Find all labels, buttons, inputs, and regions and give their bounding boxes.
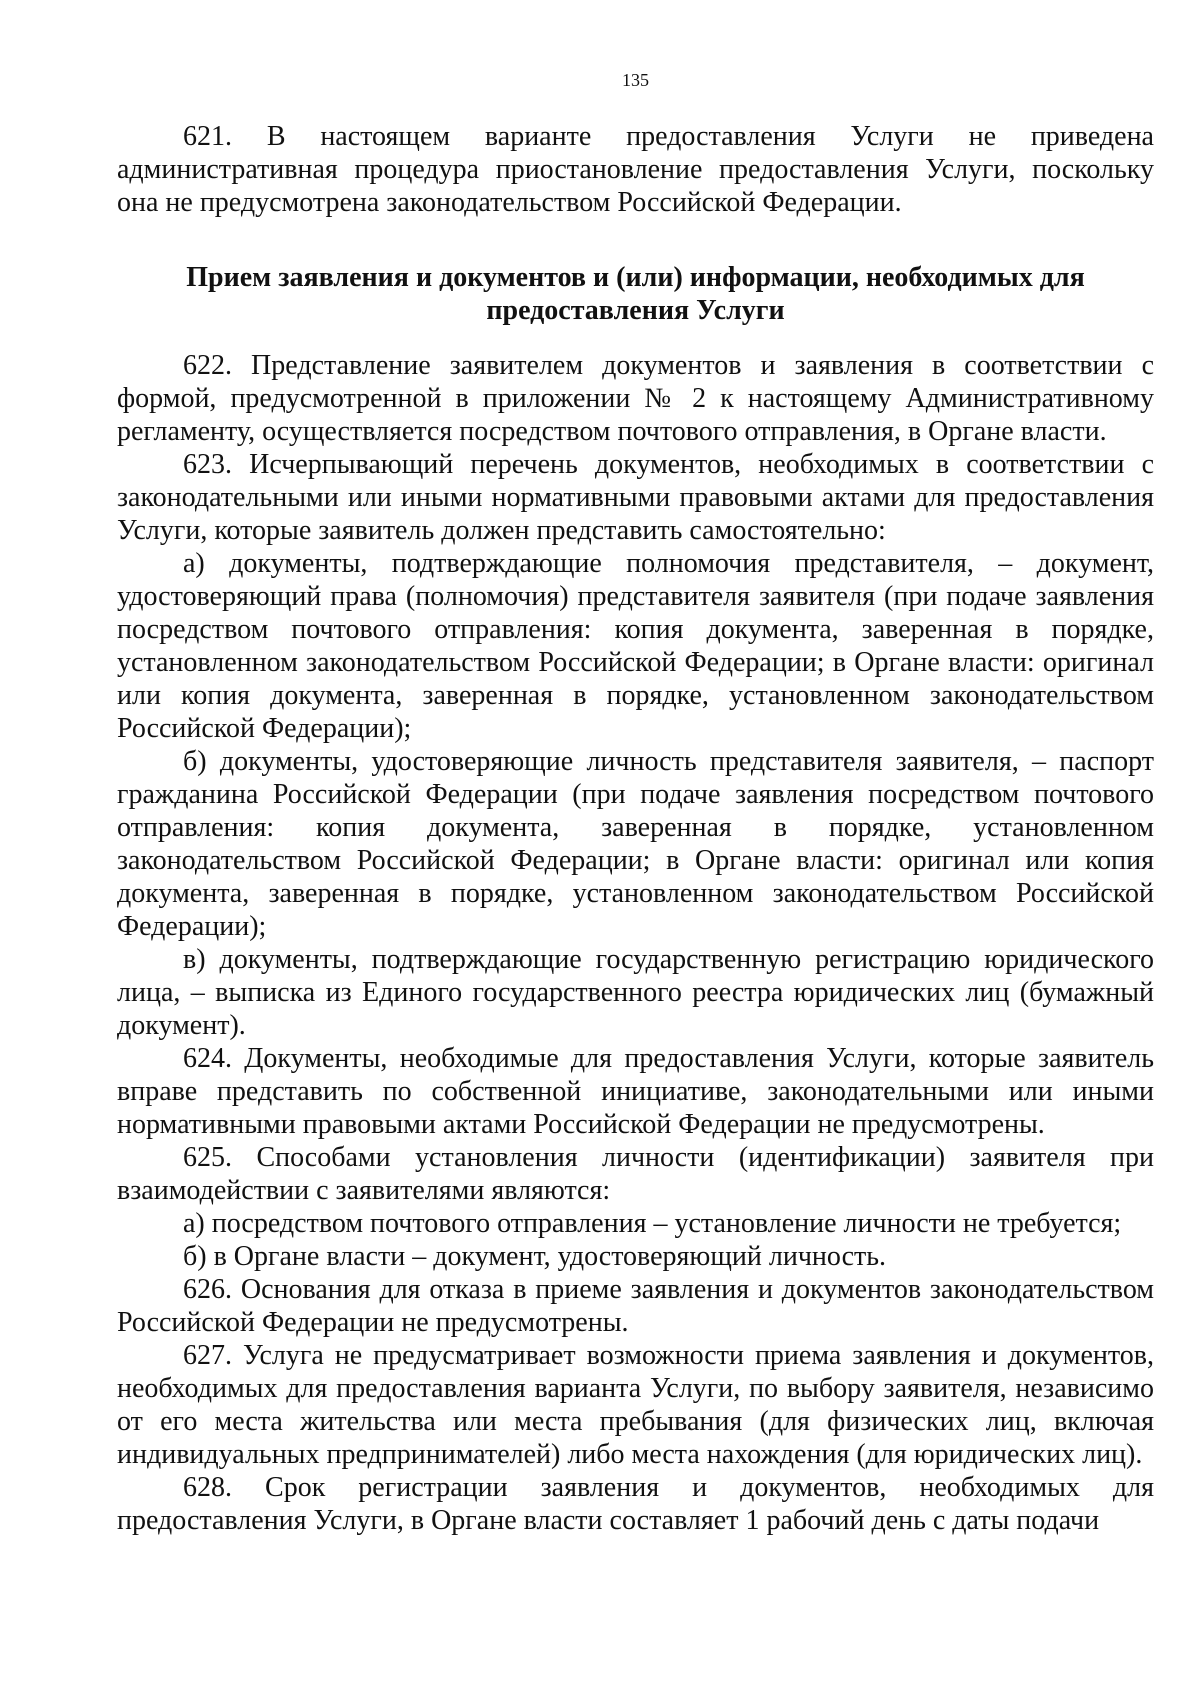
document-body (117, 120, 1154, 1537)
paragraph-623: 623. Исчерпывающий перечень документов, необходимых в соответствии с законодательными или иными нормативными правовыми актами для предоставления Услуги, которые заявитель должен представить самостоятельно: (117, 449, 1154, 546)
paragraph-625-b: б) в Органе власти – документ, удостоверяющий личность. (183, 1241, 887, 1272)
paragraph-624: 624. Документы, необходимые для предоставления Услуги, которые заявитель вправе представить по собственной инициативе, законодательными или иными нормативными правовыми актами Российской Федерации не предусмотрены. (117, 1043, 1154, 1140)
paragraph-627: 627. Услуга не предусматривает возможности приема заявления и документов, необходимых для предоставления варианта Услуги, по выбору заявителя, независимо от его места жительства или места пребывания (для физических лиц, включая индивидуальных предпринимателей) либо места нахождения (для юридических лиц). (117, 1340, 1154, 1470)
paragraph-623-b: б) документы, удостоверяющие личность представителя заявителя, – паспорт гражданина Российской Федерации (при подаче заявления посредством почтового отправления: копия документа, заверенная в порядке, установленном законодательством Российской Федерации; в Органе власти: оригинал или копия документа, заверенная в порядке, установленном законодательством Российской Федерации); (117, 746, 1154, 942)
paragraph-622: 622. Представление заявителем документов и заявления в соответствии с формой, предусмотренной в приложении № 2 к настоящему Административному регламенту, осуществляется посредством почтового отправления, в Органе власти. (117, 350, 1154, 447)
paragraph-625: 625. Способами установления личности (идентификации) заявителя при взаимодействии с заявителями являются: (117, 1142, 1154, 1206)
paragraph-621: 621. В настоящем варианте предоставления Услуги не приведена административная процедура приостановление предоставления Услуги, поскольку она не предусмотрена законодательством Российской Федерации. (117, 121, 1154, 218)
paragraph-625-a: а) посредством почтового отправления – установление личности не требуется; (183, 1208, 1122, 1239)
section-heading (117, 261, 1154, 327)
paragraph-626: 626. Основания для отказа в приеме заявления и документов законодательством Российской Федерации не предусмотрены. (117, 1274, 1154, 1338)
page-number: 135 (622, 70, 649, 90)
paragraph-628: 628. Срок регистрации заявления и документов, необходимых для предоставления Услуги, в Органе власти составляет 1 рабочий день с даты подачи (117, 1472, 1154, 1536)
paragraph-623-v: в) документы, подтверждающие государственную регистрацию юридического лица, – выписка из Единого государственного реестра юридических лиц (бумажный документ). (117, 944, 1154, 1041)
section-heading-line-2: предоставления Услуги (486, 295, 785, 326)
paragraph-623-a: а) документы, подтверждающие полномочия представителя, – документ, удостоверяющий права (полномочия) представителя заявителя (при подаче заявления посредством почтового отправления: копия документа, заверенная в порядке, установленном законодательством Российской Федерации; в Органе власти: оригинал или копия документа, заверенная в порядке, установленном законодательством Российской Федерации); (117, 548, 1154, 744)
section-heading-line-1: Прием заявления и документов и (или) информации, необходимых для (186, 262, 1085, 293)
